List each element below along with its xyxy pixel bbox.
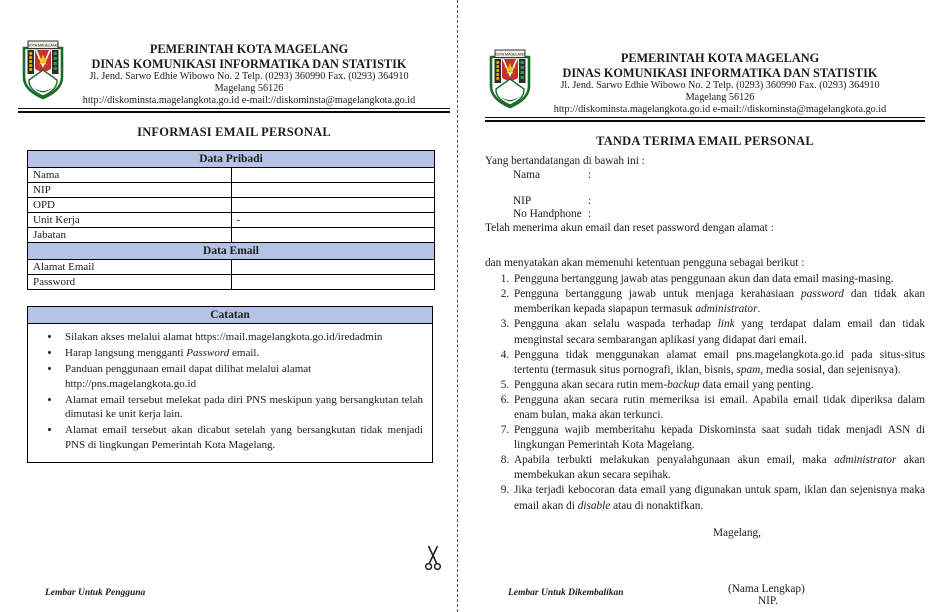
- list-item: 1. Pengguna bertanggung jawab atas penggunaan akun dan data email masing-masing.: [512, 272, 925, 287]
- letterhead-divider: [485, 117, 925, 122]
- list-item: 7. Pengguna wajib memberitahu kepada Diskominsta saat sudah tidak menjadi ASN di lingkungan Pemerintah Kota Magelang.: [512, 423, 925, 453]
- nama-value-cell: [231, 168, 435, 183]
- city-line: Magelang 56126: [214, 82, 284, 94]
- receipt-line: Telah menerima akun email dan reset password dengan alamat :: [485, 222, 774, 235]
- catatan-header: Catatan: [28, 307, 432, 324]
- signer-fields: [513, 169, 925, 220]
- opd-value-cell: [231, 198, 435, 213]
- table-section-header: [28, 151, 435, 168]
- list-item: • Silakan akses melalui alamat https://mail.magelangkota.go.id/iredadmin: [61, 330, 423, 345]
- kota-magelang-crest-logo: [21, 39, 65, 107]
- signature-name: (Nama Lengkap): [728, 582, 805, 595]
- right-page-footer: Lembar Untuk Dikembalikan: [508, 588, 624, 598]
- list-item: 9. Jika terjadi kebocoran data email yang digunakan untuk spam, iklan dan sejenisnya maka email akan di disable atau di nonaktifkan.: [512, 483, 925, 513]
- list-item: 3. Pengguna akan selalu waspada terhadap link yang terdapat dalam email dan tidak menginstal secara sembarangan aplikasi yang didapat dari email.: [512, 317, 925, 347]
- svg-text:KOTA MAGELANG: KOTA MAGELANG: [27, 43, 59, 48]
- field-nama: Nama :: [513, 169, 592, 182]
- web-line: http://diskominsta.magelangkota.go.id e-mail://diskominsta@magelangkota.go.id: [553, 103, 887, 115]
- table-row: Jabatan: [28, 228, 435, 243]
- dept-name: DINAS KOMUNIKASI INFORMATIKA DAN STATISTIK: [562, 65, 878, 80]
- page-title: TANDA TERIMA EMAIL PERSONAL: [596, 134, 814, 149]
- table-section-header: [28, 243, 435, 260]
- letterhead-divider: [18, 108, 450, 113]
- web-line: http://diskominsta.magelangkota.go.id e-mail://diskominsta@magelangkota.go.id: [82, 94, 416, 106]
- data-email-header: Data Email: [28, 243, 435, 260]
- page-title: INFORMASI EMAIL PERSONAL: [137, 125, 331, 140]
- kota-magelang-crest-logo: [488, 48, 532, 116]
- left-page-footer: Lembar Untuk Pengguna: [45, 588, 146, 598]
- dept-name: DINAS KOMUNIKASI INFORMATIKA DAN STATISTIK: [91, 56, 407, 71]
- field-nip: NIP :: [513, 194, 592, 207]
- email-write-space: [485, 235, 925, 257]
- table-row: Alamat Email: [28, 260, 435, 275]
- address-line: Jl. Jend. Sarwo Edhie Wibowo No. 2 Telp. (0293) 360990 Fax. (0293) 364910: [560, 80, 880, 91]
- list-item: • Alamat email tersebut akan dicabut setelah yang bersangkutan tidak menjadi PNS di lingkungan Pemerintah Kota Magelang.: [61, 423, 423, 453]
- list-item: 8. Apabila terbukti melakukan penyalahgunaan akun email, maka administrator akan membekukan akun secara sepihak.: [512, 453, 925, 483]
- list-item: • Panduan penggunaan email dapat dilihat melalui alamat http://pns.magelangkota.go.id: [61, 362, 423, 392]
- list-item: 2. Pengguna bertanggung jawab untuk menjaga kerahasiaan password dan tidak akan memberikan kepada siapapun termasuk administrator.: [512, 287, 925, 317]
- letterhead-text: [485, 47, 925, 115]
- terms-intro: dan menyatakan akan memenuhi ketentuan pengguna sebagai berikut :: [485, 257, 805, 270]
- signature-city-date: Magelang,: [713, 526, 761, 539]
- field-handphone: No Handphone :: [513, 207, 592, 220]
- page-tanda-terima: [485, 47, 925, 607]
- list-item: 6. Pengguna akan secara rutin memeriksa isi email. Apabila email tidak diperiksa dalam enam bulan, maka akan terkunci.: [512, 393, 925, 423]
- svg-text:KOTA MAGELANG: KOTA MAGELANG: [494, 52, 526, 57]
- list-item: • Alamat email tersebut melekat pada diri PNS meskipun yang bersangkutan telah dimutasi ke unit kerja lain.: [61, 393, 423, 423]
- table-row: Nama: [28, 168, 435, 183]
- personal-data-table: [27, 150, 435, 290]
- field-blank-line: [513, 182, 925, 195]
- list-item: • Harap langsung mengganti Password email.: [61, 346, 423, 361]
- scissors-icon: [425, 545, 441, 577]
- table-row: Password: [28, 275, 435, 290]
- letterhead-left: [18, 38, 450, 113]
- table-row: NIP: [28, 183, 435, 198]
- org-name: PEMERINTAH KOTA MAGELANG: [620, 51, 820, 65]
- list-item: 4. Pengguna tidak menggunakan alamat email pns.magelangkota.go.id pada situs-situs tertentu (termasuk situs pornografi, iklan, bisnis, spam, media sosial, dan sejenisnya).: [512, 348, 925, 378]
- unit-kerja-value-cell: -: [231, 213, 435, 228]
- list-item: 5. Pengguna akan secara rutin mem-backup data email yang penting.: [512, 378, 925, 393]
- cut-line: [457, 0, 458, 612]
- catatan-box: [27, 306, 433, 462]
- jabatan-value-cell: [231, 228, 435, 243]
- password-value-cell: [231, 275, 435, 290]
- intro-line: Yang bertandatangan di bawah ini :: [485, 155, 645, 168]
- signature-nip: NIP.: [758, 594, 778, 607]
- org-name: PEMERINTAH KOTA MAGELANG: [149, 42, 349, 56]
- data-pribadi-header: Data Pribadi: [28, 151, 435, 168]
- table-row: OPD: [28, 198, 435, 213]
- address-line: Jl. Jend. Sarwo Edhie Wibowo No. 2 Telp. (0293) 360990 Fax. (0293) 364910: [89, 71, 409, 82]
- letterhead-text: [18, 38, 450, 106]
- letterhead-right: [485, 47, 925, 122]
- catatan-list: [28, 330, 432, 461]
- table-row: Unit Kerja -: [28, 213, 435, 228]
- page-informasi-email: [18, 38, 450, 463]
- nip-value-cell: [231, 183, 435, 198]
- city-line: Magelang 56126: [685, 91, 755, 103]
- terms-list: [485, 272, 925, 514]
- signature-space: [485, 539, 925, 583]
- alamat-email-value-cell: [231, 260, 435, 275]
